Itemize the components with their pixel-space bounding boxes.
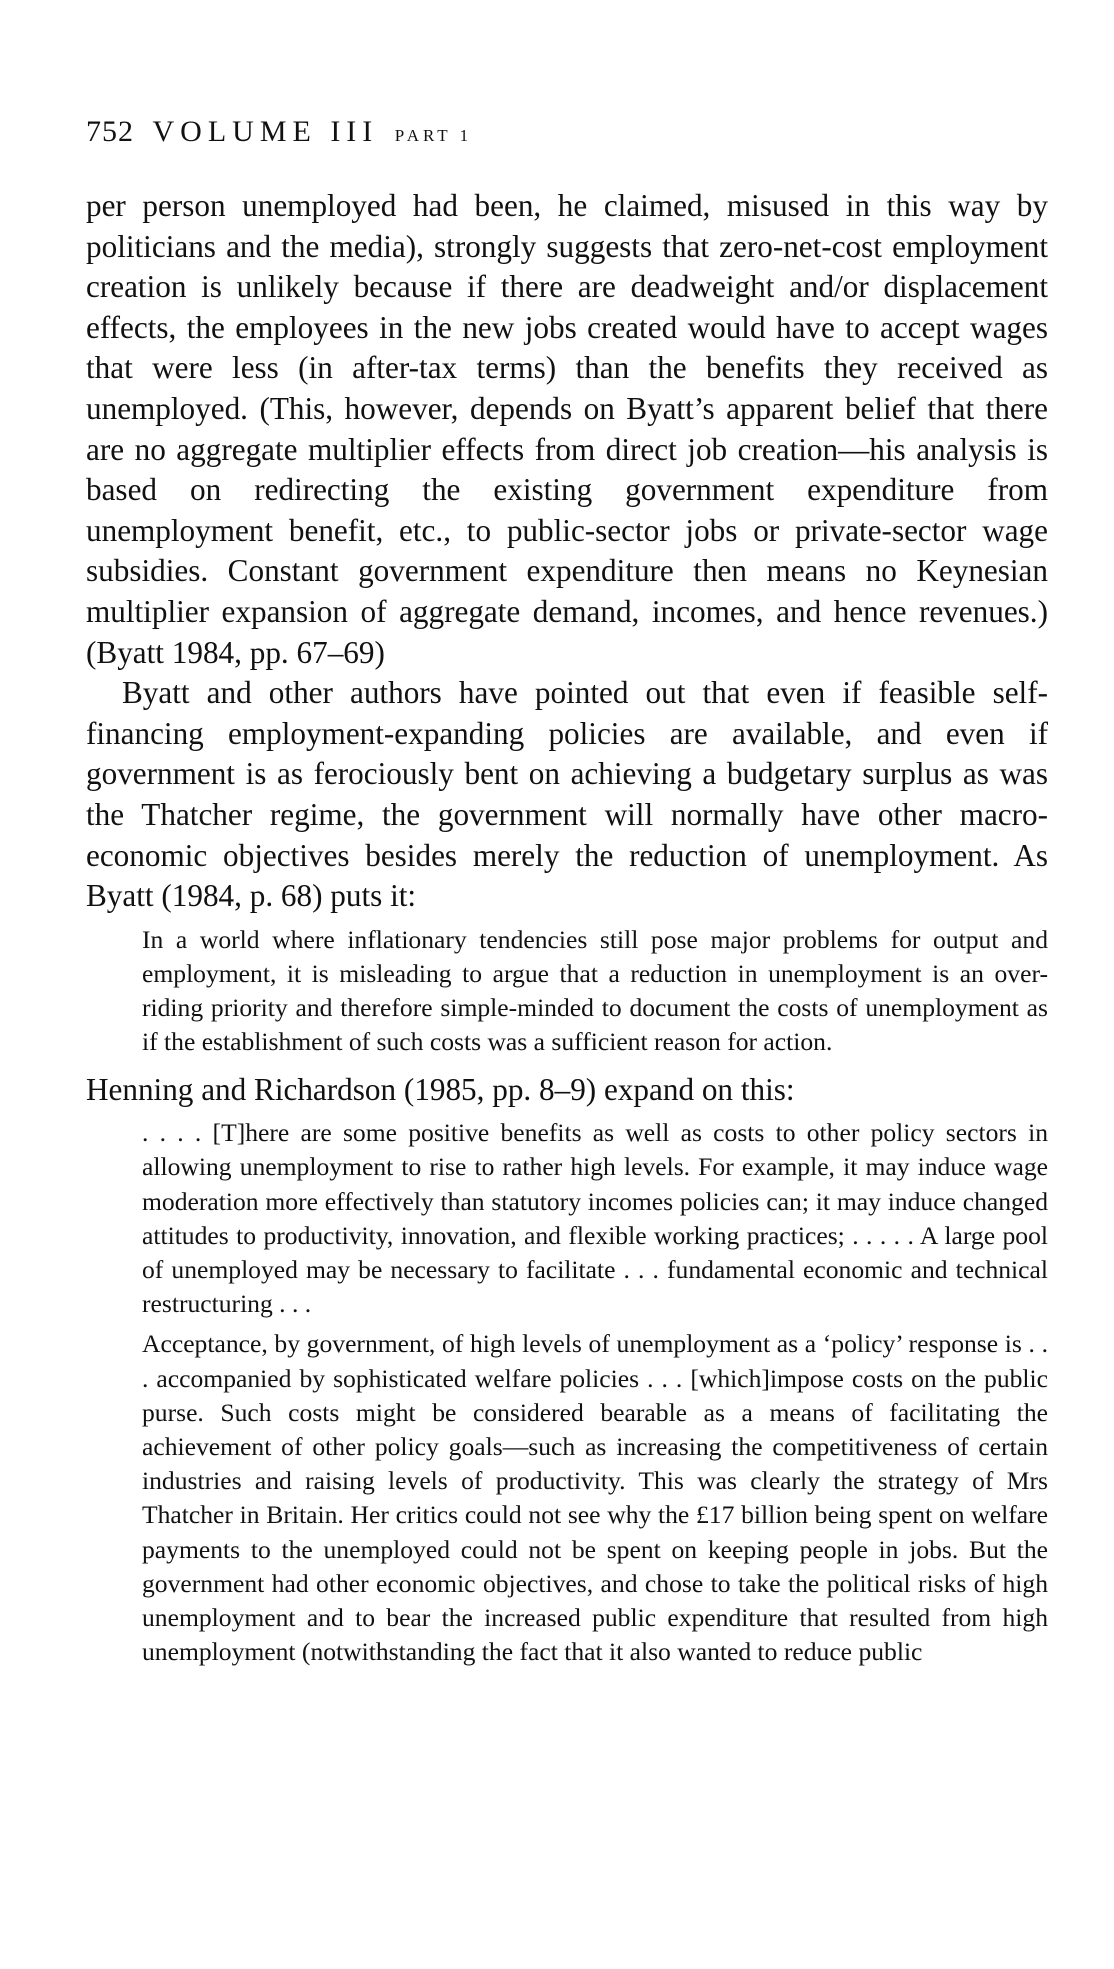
book-page [86,112,1048,1679]
running-head [86,112,1048,164]
paragraph-continuation: per person unemployed had been, he claimed, misused in this way by politicians and the media), strongly suggests that zero-net-cost employment creation is unlikely because if there are deadweight and/or displacement effects, the employees in the new jobs created would have to accept wages that were less (in after-tax terms) than the benefits they received as unemployed. (This, however, depends on Byatt’s apparent belief that there are no aggregate multiplier effects from direct job creation—his analysis is based on redirecting the existing government expenditure from unemployment benefit, etc., to public-sector jobs or private-sector wage subsidies. Constant government expenditure then means no Keynesian multiplier expansion of aggregate demand, incomes, and hence revenues.) (Byatt 1984, pp. 67–69) [86,188,1048,670]
block-quote-byatt [142,923,1048,1060]
quote-henning-part2: Acceptance, by government, of high levels of unemployment as a ‘policy’ response is . . . accompanied by sophisticated welfare policies . . . [which]impose costs on the public purse. Such costs might be considered bearable as a means of facilitating the achievement of other policy goals—such as increasing the competitiveness of certain industries and raising levels of productivity. This was clearly the strategy of Mrs Thatcher in Britain. Her critics could not see why the £17 billion being spent on welfare payments to the unemployed could not be spent on keeping people in jobs. But the government had other economic objectives, and chose to take the political risks of high unemployment and to bear the increased public expenditure that resulted from high unemployment (notwithstanding the fact that it also wanted to reduce public [142,1329,1048,1667]
paragraph-byatt: Byatt and other authors have pointed out that even if feasible self-financing employment-expanding policies are available, and even if government is as ferociously bent on achieving a budgetary surplus as was the Thatcher regime, the government will normally have other macro-economic objectives besides merely the reduction of unemployment. As Byatt (1984, p. 68) puts it: [86,675,1048,914]
volume-label: VOLUME III [152,115,379,148]
block-quote-henning-richardson [142,1116,1048,1669]
paragraph-henning-richardson: Henning and Richardson (1985, pp. 8–9) expand on this: [86,1071,795,1107]
page-number: 752 [86,115,134,148]
body-text [86,186,1048,1669]
part-label: PART 1 [394,126,473,145]
quote-byatt-text: In a world where inflationary tendencies still pose major problems for output and employment, it is misleading to argue that a reduction in unemployment is an over-riding priority and therefore simple-minded to document the costs of unemployment as if the establishment of such costs was a sufficient reason for action. [142,924,1048,1057]
quote-henning-part1: . . . . [T]here are some positive benefits as well as costs to other policy sectors in allowing unemployment to rise to rather high levels. For example, it may induce wage moderation more effectively than statutory incomes policies can; it may induce changed attitudes to productivity, innovation, and flexible working practices; . . . . . A large pool of unemployed may be necessary to facilitate . . . fundamental economic and technical restructuring . . . [142,1118,1048,1319]
